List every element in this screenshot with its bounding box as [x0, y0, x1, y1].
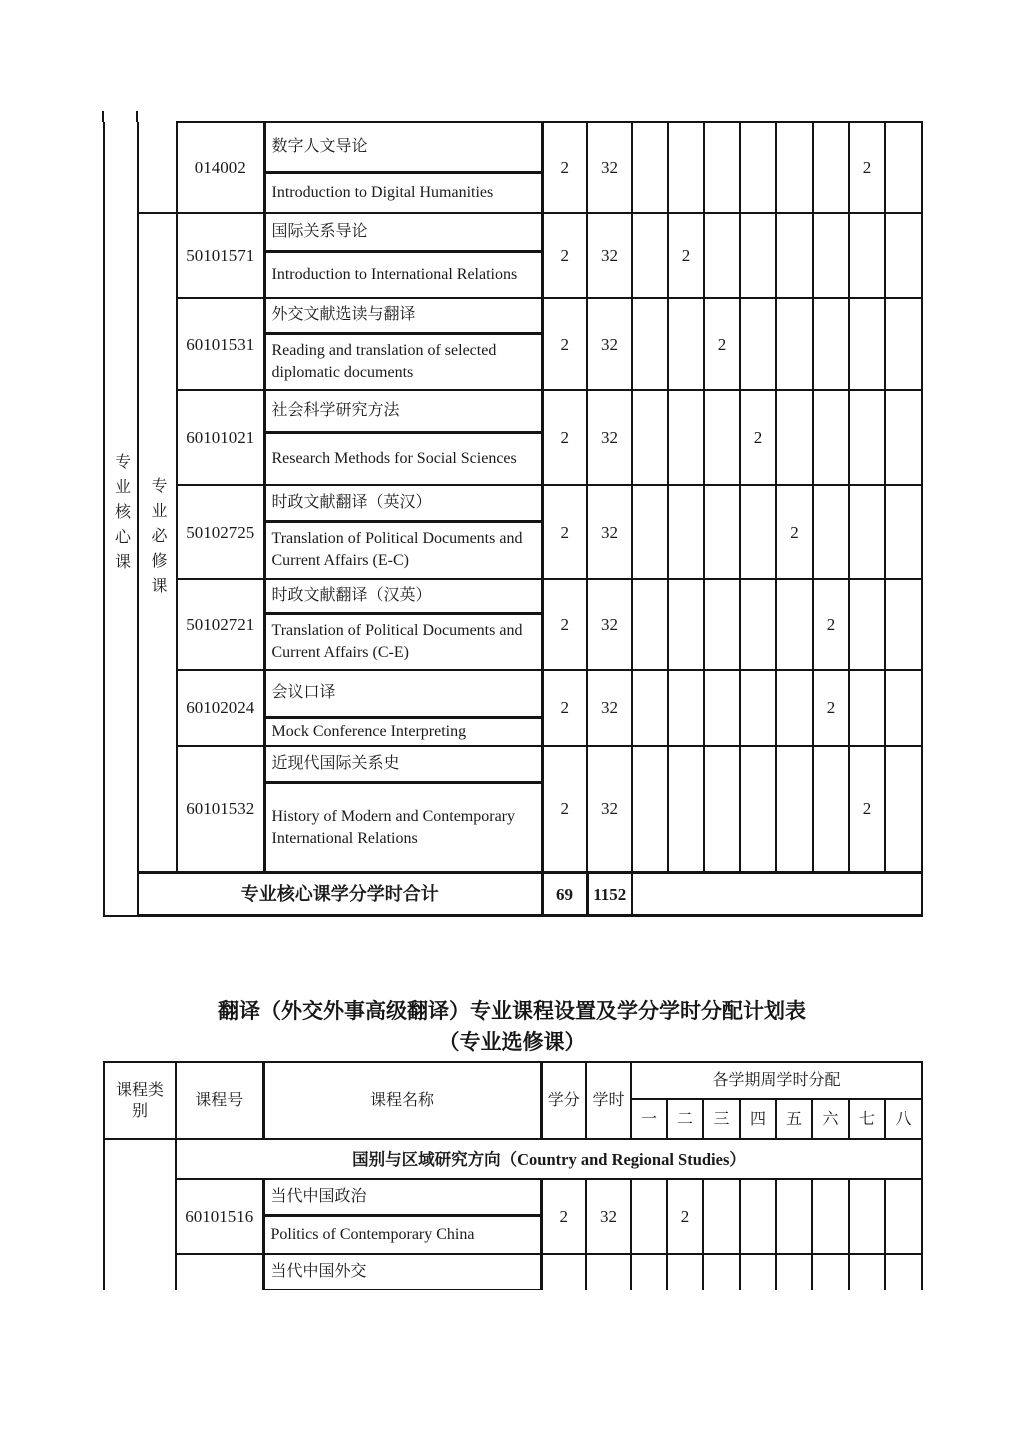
sem-7-cell [849, 579, 885, 670]
sem-5-cell: 2 [776, 485, 813, 579]
sem-6-cell [813, 746, 849, 873]
course-number: 60101531 [177, 298, 264, 390]
sem-5-cell [776, 298, 813, 390]
course-number: 60101021 [177, 390, 264, 485]
course-name-en: Introduction to Digital Humanities [264, 172, 542, 213]
sem-2-cell [668, 298, 704, 390]
sem-6-cell [813, 298, 849, 390]
sem-7-cell: 2 [849, 746, 885, 873]
credit-cell: 2 [542, 579, 587, 670]
header-sem-5: 五 [776, 1099, 812, 1139]
course-name-cn: 会议口译 [264, 670, 542, 717]
sem-6-cell [812, 1254, 849, 1290]
total-credits: 69 [542, 873, 587, 916]
header-course-name: 课程名称 [263, 1062, 541, 1139]
course-row [104, 1179, 922, 1215]
sem-3-cell [704, 390, 740, 485]
sem-8-cell [885, 1179, 922, 1254]
sem-3-cell: 2 [704, 298, 740, 390]
sem-4-cell [740, 122, 776, 213]
sem-7-cell [849, 298, 885, 390]
sem-4-cell [740, 298, 776, 390]
sem-4-cell [740, 746, 776, 873]
hours-cell: 32 [587, 298, 632, 390]
credit-cell: 2 [542, 298, 587, 390]
sem-8-cell [885, 213, 922, 298]
header-sem-7: 七 [849, 1099, 885, 1139]
course-name-cn: 社会科学研究方法 [264, 390, 542, 432]
sem-3-cell [704, 670, 740, 746]
sem-3-cell [703, 1254, 740, 1290]
course-number: 60101532 [177, 746, 264, 873]
total-hours: 1152 [587, 873, 632, 916]
sem-1-cell [632, 122, 668, 213]
sem-1-cell [632, 579, 668, 670]
course-name-cn: 当代中国政治 [263, 1179, 541, 1215]
course-name-en: History of Modern and Contemporary International Relations [264, 783, 542, 873]
sem-2-cell [668, 485, 704, 579]
credit-cell: 2 [542, 122, 587, 213]
total-row [104, 873, 922, 916]
course-name-en: Research Methods for Social Sciences [264, 432, 542, 485]
course-number: 50102725 [177, 485, 264, 579]
credit-cell: 2 [542, 390, 587, 485]
header-sem-8: 八 [885, 1099, 922, 1139]
sem-3-cell [704, 122, 740, 213]
total-empty-cell [632, 873, 922, 916]
sem-8-cell [885, 390, 922, 485]
course-name-cn: 时政文献翻译（英汉） [264, 485, 542, 521]
header-row-1 [104, 1062, 922, 1099]
sem-5-cell [776, 213, 813, 298]
course-number: 60102024 [177, 670, 264, 746]
sem-4-cell [740, 1179, 776, 1254]
sem-8-cell [885, 298, 922, 390]
credit-cell: 2 [542, 746, 587, 873]
sem-1-cell [631, 1179, 667, 1254]
header-hours: 学时 [586, 1062, 631, 1139]
course-name-cn: 当代中国外交 [263, 1254, 541, 1290]
sem-6-cell [813, 390, 849, 485]
course-name-cn: 数字人文导论 [264, 122, 542, 172]
hours-cell: 32 [587, 390, 632, 485]
hours-cell: 32 [587, 746, 632, 873]
course-row [104, 746, 922, 783]
course-name-cn: 时政文献翻译（汉英） [264, 579, 542, 613]
sem-2-cell [668, 670, 704, 746]
direction-label: 国别与区域研究方向（Country and Regional Studies） [176, 1139, 922, 1179]
core-course-table-wrap [103, 121, 923, 917]
credit-cell [541, 1254, 586, 1290]
elective-course-table [103, 1061, 923, 1290]
sem-8-cell [885, 1254, 922, 1290]
category-label: 专业核心课 [112, 452, 130, 578]
sem-1-cell [632, 746, 668, 873]
sem-1-cell [632, 670, 668, 746]
sem-5-cell [776, 1254, 812, 1290]
course-row [104, 670, 922, 717]
sem-4-cell [740, 485, 776, 579]
sem-8-cell [885, 579, 922, 670]
course-number [176, 1254, 263, 1290]
sem-7-cell: 2 [849, 122, 885, 213]
sem-4-cell [740, 1254, 776, 1290]
sem-6-cell: 2 [813, 670, 849, 746]
course-name-en: Politics of Contemporary China [263, 1215, 541, 1254]
sem-2-cell [668, 122, 704, 213]
sem-7-cell [849, 670, 885, 746]
credit-cell: 2 [542, 213, 587, 298]
sem-3-cell [704, 579, 740, 670]
sem-2-cell [667, 1254, 703, 1290]
header-course-no: 课程号 [176, 1062, 263, 1139]
course-row [104, 213, 922, 251]
sem-4-cell [740, 579, 776, 670]
sem-2-cell [668, 746, 704, 873]
sem-6-cell [813, 485, 849, 579]
sem-1-cell [632, 213, 668, 298]
course-name-en: Mock Conference Interpreting [264, 717, 542, 746]
sem-5-cell [776, 390, 813, 485]
section-title-line1: 翻译（外交外事高级翻译）专业课程设置及学分学时分配计划表 [218, 999, 806, 1023]
header-category: 课程类别 [104, 1062, 176, 1139]
sem-7-cell [849, 485, 885, 579]
sem-7-cell [849, 1254, 885, 1290]
course-name-en: Translation of Political Documents and Current Affairs (E-C) [264, 521, 542, 579]
sem-6-cell: 2 [813, 579, 849, 670]
sem-2-cell: 2 [668, 213, 704, 298]
section-title-line2: （专业选修课） [438, 1030, 586, 1054]
course-number: 60101516 [176, 1179, 263, 1254]
course-name-cn: 近现代国际关系史 [264, 746, 542, 783]
course-row [104, 579, 922, 613]
sem-6-cell [813, 122, 849, 213]
sem-8-cell [885, 670, 922, 746]
credit-cell: 2 [542, 670, 587, 746]
sem-6-cell [813, 213, 849, 298]
sem-5-cell [776, 670, 813, 746]
sem-8-cell [885, 122, 922, 213]
direction-row [104, 1139, 922, 1179]
sem-7-cell [849, 390, 885, 485]
hours-cell: 32 [587, 122, 632, 213]
core-course-table [103, 121, 923, 917]
sem-4-cell [740, 670, 776, 746]
credit-cell: 2 [541, 1179, 586, 1254]
hours-cell: 32 [587, 213, 632, 298]
credit-cell: 2 [542, 485, 587, 579]
header-semester-group: 各学期周学时分配 [631, 1062, 922, 1099]
sem-8-cell [885, 485, 922, 579]
hours-cell: 32 [586, 1179, 631, 1254]
sem-4-cell: 2 [740, 390, 776, 485]
course-name-cn: 外交文献选读与翻译 [264, 298, 542, 333]
course-name-cn: 国际关系导论 [264, 213, 542, 251]
category-label: 专业必修课 [149, 477, 166, 602]
total-label: 专业核心课学分学时合计 [138, 873, 542, 916]
course-name-en: Translation of Political Documents and Current Affairs (C-E) [264, 613, 542, 670]
sem-1-cell [632, 485, 668, 579]
sem-5-cell [776, 1179, 812, 1254]
sem-4-cell [740, 213, 776, 298]
category-body-cell [104, 1139, 176, 1290]
header-sem-3: 三 [703, 1099, 740, 1139]
sem-6-cell [812, 1179, 849, 1254]
sem-3-cell [703, 1179, 740, 1254]
category-cell-core [104, 122, 138, 916]
course-name-en: Reading and translation of selected diplomatic documents [264, 333, 542, 390]
sem-5-cell [776, 122, 813, 213]
course-number: 50101571 [177, 213, 264, 298]
course-row [104, 122, 922, 172]
sem-1-cell [631, 1254, 667, 1290]
sem-5-cell [776, 746, 813, 873]
hours-cell: 32 [587, 579, 632, 670]
section-title [0, 996, 1024, 1058]
sem-1-cell [632, 390, 668, 485]
hours-cell: 32 [587, 485, 632, 579]
category-cell-required [138, 213, 177, 873]
sem-2-cell [668, 390, 704, 485]
course-number: 50102721 [177, 579, 264, 670]
course-row [104, 298, 922, 333]
hours-cell [586, 1254, 631, 1290]
sem-7-cell [849, 213, 885, 298]
sem-1-cell [632, 298, 668, 390]
course-row [104, 390, 922, 432]
header-credits: 学分 [541, 1062, 586, 1139]
course-row-clipped [104, 1254, 922, 1290]
sem-2-cell [668, 579, 704, 670]
elective-course-table-wrap [103, 1061, 923, 1290]
header-sem-1: 一 [631, 1099, 667, 1139]
sem-8-cell [885, 746, 922, 873]
header-sem-4: 四 [740, 1099, 776, 1139]
sem-3-cell [704, 746, 740, 873]
hours-cell: 32 [587, 670, 632, 746]
sem-3-cell [704, 213, 740, 298]
course-number: 014002 [177, 122, 264, 213]
course-name-en: Introduction to International Relations [264, 251, 542, 298]
course-row [104, 485, 922, 521]
header-sem-2: 二 [667, 1099, 703, 1139]
sem-5-cell [776, 579, 813, 670]
category-cell-cut [138, 122, 177, 213]
sem-7-cell [849, 1179, 885, 1254]
sem-2-cell: 2 [667, 1179, 703, 1254]
header-sem-6: 六 [812, 1099, 849, 1139]
sem-3-cell [704, 485, 740, 579]
